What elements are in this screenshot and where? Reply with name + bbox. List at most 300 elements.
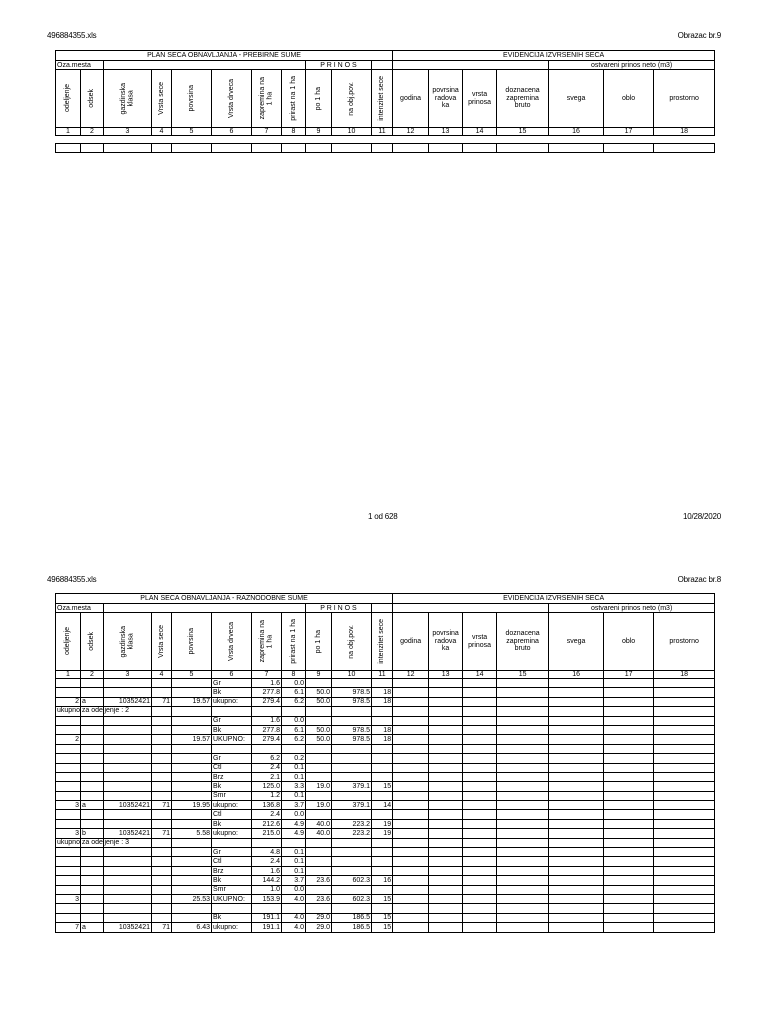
empty-cell bbox=[429, 876, 463, 885]
page-number: 1 od 628 bbox=[368, 512, 398, 521]
empty-cell bbox=[604, 772, 654, 781]
spacer-cell bbox=[212, 136, 252, 144]
cell-c4 bbox=[152, 772, 172, 781]
cell-c10: 978.5 bbox=[332, 688, 372, 697]
empty-cell bbox=[429, 744, 463, 753]
filename-2: 496884355.xls bbox=[47, 575, 97, 584]
table-row bbox=[56, 801, 715, 810]
cell-c9: 29.0 bbox=[306, 913, 332, 922]
empty-cell bbox=[497, 144, 549, 153]
cell-c4 bbox=[152, 810, 172, 819]
cell-c5 bbox=[172, 744, 212, 753]
empty-cell bbox=[549, 772, 604, 781]
cell-c6: UKUPNO: bbox=[212, 894, 252, 903]
empty-cell bbox=[393, 876, 429, 885]
empty-cell bbox=[497, 735, 549, 744]
cell-c11 bbox=[372, 857, 393, 866]
col-number: 4 bbox=[152, 671, 172, 679]
cell-c9 bbox=[306, 716, 332, 725]
empty-cell bbox=[497, 857, 549, 866]
col-intenzitet: intenzitet sece bbox=[372, 70, 393, 128]
table-row bbox=[56, 829, 715, 838]
cell-c7: 279.4 bbox=[252, 735, 282, 744]
empty-cell bbox=[654, 716, 715, 725]
cell-c6: Smr bbox=[212, 791, 252, 800]
col-zapremina: zapremina na 1 ha bbox=[252, 70, 282, 128]
spacer-cell bbox=[172, 136, 212, 144]
cell-c8: 0.0 bbox=[282, 810, 306, 819]
empty-cell bbox=[549, 744, 604, 753]
cell-c1 bbox=[56, 913, 81, 922]
cell-c11: 15 bbox=[372, 913, 393, 922]
col-gazdinska-klasa: gazdinska klasa bbox=[104, 613, 152, 671]
cell-c5 bbox=[172, 782, 212, 791]
empty-cell bbox=[497, 791, 549, 800]
col-number: 13 bbox=[429, 671, 463, 679]
cell-c1 bbox=[56, 782, 81, 791]
cell-c5 bbox=[172, 688, 212, 697]
empty-cell bbox=[282, 707, 306, 716]
cell-c2 bbox=[81, 725, 104, 734]
cell-c5 bbox=[172, 913, 212, 922]
cell-c11: 16 bbox=[372, 876, 393, 885]
col-prostorno: prostorno bbox=[654, 70, 715, 128]
col-number: 14 bbox=[463, 671, 497, 679]
cell-c3 bbox=[104, 688, 152, 697]
cell-c6: Ctl bbox=[212, 763, 252, 772]
cell-c5 bbox=[172, 810, 212, 819]
cell-c2 bbox=[81, 819, 104, 828]
empty-cell bbox=[654, 782, 715, 791]
empty-cell bbox=[497, 772, 549, 781]
col-vrsta-prinosa: vrsta prinosa bbox=[463, 70, 497, 128]
empty-cell bbox=[463, 772, 497, 781]
col-number: 5 bbox=[172, 128, 212, 136]
empty-cell bbox=[429, 754, 463, 763]
cell-c3 bbox=[104, 876, 152, 885]
cell-c6: Bk bbox=[212, 725, 252, 734]
empty-cell bbox=[549, 857, 604, 866]
empty-cell bbox=[152, 838, 172, 847]
empty-cell bbox=[654, 679, 715, 688]
cell-c1: 2 bbox=[56, 697, 81, 706]
cell-c5: 5.58 bbox=[172, 829, 212, 838]
cell-c6: ukupno: bbox=[212, 801, 252, 810]
cell-c3 bbox=[104, 716, 152, 725]
cell-c10: 223.2 bbox=[332, 829, 372, 838]
cell-c2 bbox=[81, 913, 104, 922]
cell-c6: Bk bbox=[212, 876, 252, 885]
cell-c4 bbox=[152, 782, 172, 791]
empty-cell bbox=[212, 838, 252, 847]
cell-c8: 0.2 bbox=[282, 754, 306, 763]
col-godina: godina bbox=[393, 613, 429, 671]
col-number: 5 bbox=[172, 671, 212, 679]
empty-cell bbox=[549, 725, 604, 734]
empty-cell bbox=[497, 679, 549, 688]
cell-c7: 125.0 bbox=[252, 782, 282, 791]
spacer-cell bbox=[104, 136, 152, 144]
col-godina: godina bbox=[393, 70, 429, 128]
cell-c4: 71 bbox=[152, 829, 172, 838]
cell-c8 bbox=[282, 904, 306, 913]
empty-cell bbox=[393, 763, 429, 772]
cell-c5: 19.57 bbox=[172, 697, 212, 706]
empty-cell bbox=[549, 707, 604, 716]
cell-c8 bbox=[282, 744, 306, 753]
empty-cell bbox=[604, 144, 654, 153]
empty-cell bbox=[393, 697, 429, 706]
header-blank bbox=[393, 604, 549, 613]
cell-c3: 10352421 bbox=[104, 697, 152, 706]
col-number: 3 bbox=[104, 671, 152, 679]
cell-c8: 0.0 bbox=[282, 716, 306, 725]
empty-cell bbox=[604, 848, 654, 857]
col-vrsta-drveca: Vrsta drveca bbox=[212, 613, 252, 671]
empty-cell bbox=[604, 782, 654, 791]
cell-c2: a bbox=[81, 697, 104, 706]
cell-c10: 978.5 bbox=[332, 725, 372, 734]
cell-c2 bbox=[81, 744, 104, 753]
empty-cell bbox=[497, 782, 549, 791]
col-number: 16 bbox=[549, 671, 604, 679]
header-blank bbox=[104, 604, 306, 613]
cell-c7: 2.4 bbox=[252, 763, 282, 772]
empty-cell bbox=[497, 848, 549, 857]
cell-c4 bbox=[152, 885, 172, 894]
empty-cell bbox=[282, 838, 306, 847]
empty-cell bbox=[212, 707, 252, 716]
empty-cell bbox=[497, 819, 549, 828]
cell-c9 bbox=[306, 857, 332, 866]
empty-cell bbox=[497, 725, 549, 734]
empty-cell bbox=[463, 763, 497, 772]
cell-c2 bbox=[81, 763, 104, 772]
cell-c2 bbox=[81, 894, 104, 903]
empty-cell bbox=[463, 791, 497, 800]
cell-c11: 18 bbox=[372, 735, 393, 744]
col-number: 18 bbox=[654, 671, 715, 679]
cell-c6: Bk bbox=[212, 688, 252, 697]
cell-c8: 3.7 bbox=[282, 801, 306, 810]
table-row bbox=[56, 744, 715, 753]
empty-cell bbox=[393, 904, 429, 913]
empty-cell bbox=[56, 144, 81, 153]
cell-c10: 602.3 bbox=[332, 894, 372, 903]
empty-cell bbox=[549, 144, 604, 153]
cell-c11 bbox=[372, 810, 393, 819]
table-row bbox=[56, 679, 715, 688]
empty-cell bbox=[604, 819, 654, 828]
cell-c8: 4.0 bbox=[282, 894, 306, 903]
col-odsek: odsek bbox=[81, 70, 104, 128]
empty-cell bbox=[393, 866, 429, 875]
empty-cell bbox=[429, 735, 463, 744]
col-number: 2 bbox=[81, 128, 104, 136]
cell-c11 bbox=[372, 904, 393, 913]
cell-c3 bbox=[104, 819, 152, 828]
cell-c5 bbox=[172, 866, 212, 875]
cell-c5 bbox=[172, 876, 212, 885]
cell-c9 bbox=[306, 904, 332, 913]
cell-c10: 186.5 bbox=[332, 923, 372, 932]
cell-c4 bbox=[152, 894, 172, 903]
cell-c5 bbox=[172, 819, 212, 828]
empty-cell bbox=[604, 763, 654, 772]
cell-c9: 29.0 bbox=[306, 923, 332, 932]
cell-c10 bbox=[332, 754, 372, 763]
empty-cell bbox=[393, 716, 429, 725]
cell-c9 bbox=[306, 679, 332, 688]
empty-cell bbox=[604, 791, 654, 800]
empty-cell bbox=[549, 791, 604, 800]
col-odeljenje: odeljenje bbox=[56, 70, 81, 128]
empty-cell bbox=[332, 707, 372, 716]
cell-c8: 0.0 bbox=[282, 679, 306, 688]
cell-c3 bbox=[104, 810, 152, 819]
cell-c4 bbox=[152, 725, 172, 734]
empty-cell bbox=[549, 819, 604, 828]
cell-c10 bbox=[332, 716, 372, 725]
empty-cell bbox=[654, 857, 715, 866]
empty-cell bbox=[463, 857, 497, 866]
spacer-cell bbox=[332, 136, 372, 144]
spacer-cell bbox=[549, 136, 604, 144]
prinos-label: P R I N O S bbox=[306, 61, 372, 70]
cell-c5: 19.95 bbox=[172, 801, 212, 810]
empty-cell bbox=[604, 876, 654, 885]
col-gazdinska-klasa: gazdinska klasa bbox=[104, 70, 152, 128]
empty-cell bbox=[463, 885, 497, 894]
cell-c10 bbox=[332, 848, 372, 857]
cell-c4 bbox=[152, 716, 172, 725]
col-povrsina-radova: povrsina radova ka bbox=[429, 70, 463, 128]
cell-c3 bbox=[104, 772, 152, 781]
col-number: 9 bbox=[306, 671, 332, 679]
empty-cell bbox=[497, 876, 549, 885]
cell-c10: 186.5 bbox=[332, 913, 372, 922]
empty-cell bbox=[393, 923, 429, 932]
empty-cell bbox=[429, 819, 463, 828]
empty-cell bbox=[429, 679, 463, 688]
col-number: 9 bbox=[306, 128, 332, 136]
cell-c9: 23.6 bbox=[306, 876, 332, 885]
cell-c6: Gr bbox=[212, 716, 252, 725]
empty-cell bbox=[604, 697, 654, 706]
table-row bbox=[56, 866, 715, 875]
cell-c8: 6.2 bbox=[282, 735, 306, 744]
empty-cell bbox=[463, 848, 497, 857]
empty-cell bbox=[252, 707, 282, 716]
col-number: 4 bbox=[152, 128, 172, 136]
empty-cell bbox=[654, 848, 715, 857]
empty-cell bbox=[654, 772, 715, 781]
cell-c8: 3.7 bbox=[282, 876, 306, 885]
cell-c11: 19 bbox=[372, 829, 393, 838]
col-vrsta-prinosa: vrsta prinosa bbox=[463, 613, 497, 671]
empty-cell bbox=[604, 679, 654, 688]
header-table-1 bbox=[55, 50, 715, 153]
cell-c3 bbox=[104, 763, 152, 772]
cell-c10 bbox=[332, 810, 372, 819]
form-label-1: Obrazac br.9 bbox=[677, 31, 721, 40]
cell-c7: 1.6 bbox=[252, 866, 282, 875]
cell-c2: b bbox=[81, 829, 104, 838]
empty-cell bbox=[393, 810, 429, 819]
cell-c1 bbox=[56, 810, 81, 819]
empty-cell bbox=[463, 923, 497, 932]
table-row bbox=[56, 697, 715, 706]
ostvareni-prinos: ostvareni prinos neto (m3) bbox=[549, 604, 715, 613]
cell-c11: 15 bbox=[372, 782, 393, 791]
empty-cell bbox=[654, 894, 715, 903]
cell-c1: 7 bbox=[56, 923, 81, 932]
subtotal-label: ukupno za odeljenje : 2 bbox=[57, 707, 129, 715]
cell-c2 bbox=[81, 904, 104, 913]
cell-c5 bbox=[172, 791, 212, 800]
empty-cell bbox=[549, 904, 604, 913]
empty-cell bbox=[549, 716, 604, 725]
cell-c7: 277.8 bbox=[252, 725, 282, 734]
cell-c11 bbox=[372, 848, 393, 857]
empty-cell bbox=[463, 913, 497, 922]
empty-cell bbox=[654, 763, 715, 772]
empty-cell bbox=[654, 791, 715, 800]
empty-cell bbox=[429, 725, 463, 734]
cell-c4: 71 bbox=[152, 923, 172, 932]
cell-c2 bbox=[81, 866, 104, 875]
cell-c3 bbox=[104, 913, 152, 922]
cell-c4 bbox=[152, 866, 172, 875]
empty-cell bbox=[393, 838, 429, 847]
col-odeljenje: odeljenje bbox=[56, 613, 81, 671]
empty-cell bbox=[393, 782, 429, 791]
spacer-cell bbox=[306, 136, 332, 144]
cell-c9 bbox=[306, 791, 332, 800]
cell-c3 bbox=[104, 894, 152, 903]
cell-c2: a bbox=[81, 923, 104, 932]
cell-c6: ukupno: bbox=[212, 697, 252, 706]
spacer-cell bbox=[429, 136, 463, 144]
cell-c10: 223.2 bbox=[332, 819, 372, 828]
cell-c7: 1.2 bbox=[252, 791, 282, 800]
empty-cell bbox=[463, 819, 497, 828]
cell-c11: 18 bbox=[372, 688, 393, 697]
empty-cell bbox=[604, 866, 654, 875]
cell-c5 bbox=[172, 885, 212, 894]
cell-c2 bbox=[81, 885, 104, 894]
empty-cell bbox=[604, 725, 654, 734]
cell-c11 bbox=[372, 866, 393, 875]
cell-c4 bbox=[152, 904, 172, 913]
cell-c10 bbox=[332, 904, 372, 913]
col-number: 11 bbox=[372, 671, 393, 679]
col-svega: svega bbox=[549, 613, 604, 671]
cell-c1 bbox=[56, 716, 81, 725]
spacer-cell bbox=[654, 136, 715, 144]
spacer-cell bbox=[372, 136, 393, 144]
plan-title: PLAN SECA OBNAVLJANJA - PREBIRNE SUME bbox=[56, 51, 393, 61]
table-row bbox=[56, 913, 715, 922]
spacer-cell bbox=[152, 136, 172, 144]
col-prirast: prirast na 1 ha bbox=[282, 613, 306, 671]
cell-c5 bbox=[172, 763, 212, 772]
col-oblo: oblo bbox=[604, 70, 654, 128]
col-prirast: prirast na 1 ha bbox=[282, 70, 306, 128]
empty-cell bbox=[604, 885, 654, 894]
cell-c8: 4.0 bbox=[282, 923, 306, 932]
cell-c1 bbox=[56, 725, 81, 734]
cell-c11 bbox=[372, 772, 393, 781]
empty-cell bbox=[497, 763, 549, 772]
table-row bbox=[56, 772, 715, 781]
cell-c3 bbox=[104, 866, 152, 875]
cell-c1: 3 bbox=[56, 894, 81, 903]
cell-c8: 4.0 bbox=[282, 913, 306, 922]
cell-c10 bbox=[332, 679, 372, 688]
cell-c6: UKUPNO: bbox=[212, 735, 252, 744]
cell-c8: 0.1 bbox=[282, 791, 306, 800]
cell-c2 bbox=[81, 688, 104, 697]
empty-cell bbox=[654, 838, 715, 847]
empty-cell bbox=[429, 707, 463, 716]
cell-c11: 14 bbox=[372, 801, 393, 810]
empty-cell bbox=[463, 697, 497, 706]
cell-c1 bbox=[56, 866, 81, 875]
header-blank bbox=[372, 61, 393, 70]
spacer-cell bbox=[81, 136, 104, 144]
cell-c1 bbox=[56, 754, 81, 763]
empty-cell bbox=[549, 763, 604, 772]
header-blank bbox=[372, 604, 393, 613]
cell-c11 bbox=[372, 679, 393, 688]
cell-c3 bbox=[104, 885, 152, 894]
empty-cell bbox=[81, 144, 104, 153]
cell-c6 bbox=[212, 744, 252, 753]
cell-c5 bbox=[172, 725, 212, 734]
col-number: 13 bbox=[429, 128, 463, 136]
cell-c3: 10352421 bbox=[104, 923, 152, 932]
empty-cell bbox=[463, 679, 497, 688]
empty-cell bbox=[549, 885, 604, 894]
cell-c6: Bk bbox=[212, 782, 252, 791]
cell-c1 bbox=[56, 819, 81, 828]
cell-c2 bbox=[81, 857, 104, 866]
cell-c8: 0.1 bbox=[282, 772, 306, 781]
cell-c3 bbox=[104, 904, 152, 913]
table-row bbox=[56, 763, 715, 772]
cell-c4 bbox=[152, 754, 172, 763]
data-table-2 bbox=[55, 593, 715, 933]
cell-c3 bbox=[104, 735, 152, 744]
cell-c2 bbox=[81, 848, 104, 857]
empty-cell bbox=[497, 697, 549, 706]
cell-c9: 50.0 bbox=[306, 697, 332, 706]
table-row bbox=[56, 782, 715, 791]
cell-c6: Brz bbox=[212, 866, 252, 875]
empty-cell bbox=[497, 688, 549, 697]
cell-c8: 6.1 bbox=[282, 688, 306, 697]
col-number: 8 bbox=[282, 671, 306, 679]
empty-cell bbox=[252, 144, 282, 153]
form-label-2: Obrazac br.8 bbox=[677, 575, 721, 584]
col-number: 16 bbox=[549, 128, 604, 136]
empty-cell bbox=[152, 707, 172, 716]
cell-c3 bbox=[104, 744, 152, 753]
empty-cell bbox=[429, 810, 463, 819]
cell-c7: 2.1 bbox=[252, 772, 282, 781]
empty-cell bbox=[604, 735, 654, 744]
